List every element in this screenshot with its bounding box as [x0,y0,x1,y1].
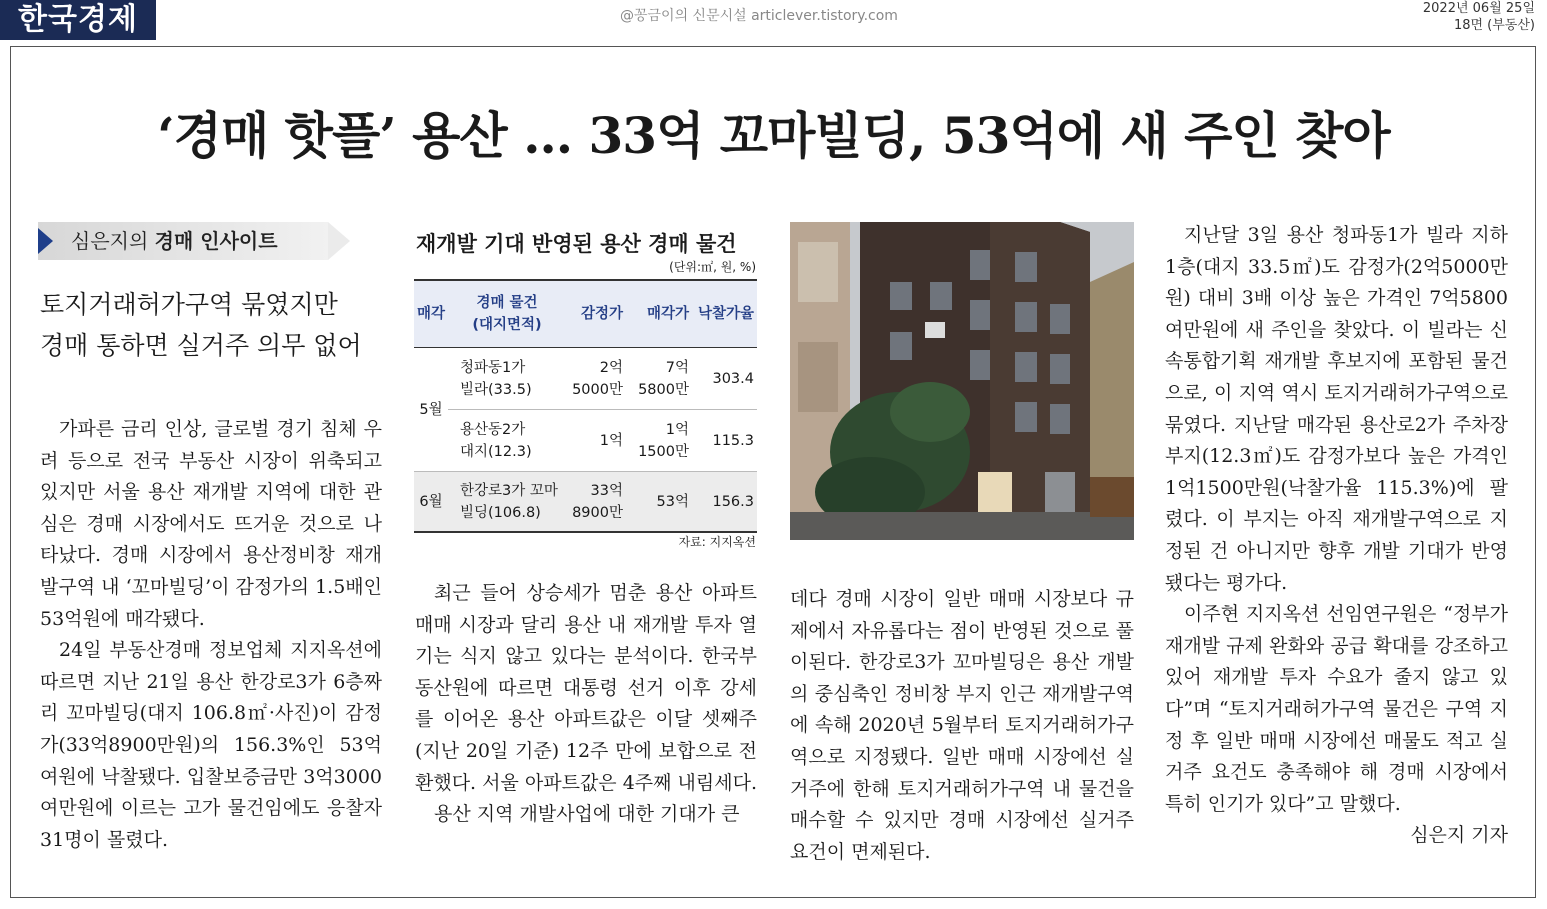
newspaper-masthead: 한국경제 [0,0,156,40]
cell-appraisal [566,410,626,472]
cell-ratio: 156.3 [692,472,757,533]
paragraph [1165,599,1508,847]
cell-month: 5월 [414,348,448,472]
infobox-source: 자료: 지지옥션 [678,535,756,549]
cell-ratio: 303.4 [692,348,757,410]
banner-tip [328,222,350,260]
cell-item-area: 대지(12.3) [460,443,532,460]
header-sale: 매각가 [626,280,692,348]
cell-appraisal-line1: 1억 [599,432,623,449]
body-column-2 [415,578,757,831]
paragraph: 최근 들어 상승세가 멈춘 용산 아파트 매매 시장과 달리 용산 내 재개발 투자 열기는 식지 않고 있다는 분석이다. 한국부동산원에 따르면 대통령 선거 이후 강세를 이어온 용산 아파트값은 이달 셋째주(지난 20일 기준) 12주 만에 보합으로 전환했다. 서울 아파트값은 4주째 내림세다. [415,582,757,794]
header-appraisal: 감정가 [566,280,626,348]
paragraph: 용산 지역 개발사업에 대한 기대가 큰 [434,803,740,826]
issue-date: 2022년 06월 25일 [1422,1,1535,16]
cell-appraisal-line2: 8900만 [572,504,623,521]
subheadline-line1: 토지거래허가구역 묶였지만 [40,290,338,319]
infobox-title: 재개발 기대 반영된 용산 경매 물건 [416,232,737,256]
cell-appraisal-line2: 5000만 [572,381,623,398]
cell-appraisal [566,348,626,410]
byline: 심은지 기자 [1410,824,1508,847]
cell-appraisal [566,472,626,533]
subheadline [40,284,380,366]
table-header-row [414,280,757,348]
cell-sale-line2: 1500만 [638,443,689,460]
cell-item-name: 청파동1가 [460,359,526,376]
header-item-name: 경매 물건 [476,295,538,311]
cell-appraisal-line1: 2억 [599,359,623,376]
body-column-4 [1165,220,1508,852]
body-column-1 [40,414,382,856]
infobox-unit: (단위:㎡, 원, %) [669,260,756,274]
paragraph: 지난달 3일 용산 청파동1가 빌라 지하 1층(대지 33.5㎡)도 감정가(2억5000만원) 대비 3배 이상 높은 가격인 7억5800여만원에 새 주인을 찾았다. 이 빌라는 신속통합기획 재개발 후보지에 포함된 물건으로, 이 지역 역시 토지거래허가구역으로 묶였다. 지난달 매각된 용산로2가 주차장 부지(12.3㎡)도 감정가보다 높은 가격인 1억1500만원(낙찰가율 115.3%)에 팔렸다. 이 부지는 아직 재개발구역으로 지정된 건 아니지만 향후 개발 기대가 반영됐다는 평가다. [1165,224,1508,594]
cell-item-area: 빌라(33.5) [460,381,532,398]
header-item-area: (대지면적) [472,317,542,333]
subheadline-line2: 경매 통하면 실거주 의무 없어 [40,331,362,360]
paragraph: 가파른 금리 인상, 글로벌 경기 침체 우려 등으로 전국 부동산 시장이 위축되고 있지만 서울 용산 재개발 지역에 대한 관심은 경매 시장에서도 뜨거운 것으로 나타났다. 경매 시장에서 용산정비창 재개발구역 내 ‘꼬마빌딩’이 감정가의 1.5배인 53억원에 매각됐다. [40,418,382,630]
column-banner [38,222,352,260]
body-column-3 [790,584,1134,868]
table-row [414,410,757,472]
cell-month: 6월 [414,472,448,533]
paragraph: 24일 부동산경매 정보업체 지지옥션에 따르면 지난 21일 용산 한강로3가 6층짜리 꼬마빌딩(대지 106.8㎡·사진)이 감정가(33억8900만원)의 156.3%인 53억여원에 낙찰됐다. 입찰보증금만 3억3000여만원에 이르는 고가 물건임에도 응찰자 31명이 몰렸다. [40,639,382,851]
banner-title: 경매 인사이트 [154,229,278,253]
cell-item [448,348,566,410]
cell-item [448,410,566,472]
headline: ‘경매 핫플’ 용산 … 33억 꼬마빌딩, 53억에 새 주인 찾아 [157,106,1390,165]
header-ratio: 낙찰가율 [692,280,757,348]
page-section: 18면 (부동산) [1453,18,1535,33]
watermark: @꽁금이의 신문시설 articlever.tistory.com [620,8,898,24]
cell-sale-line1: 53억 [656,493,689,510]
cell-sale-line1: 1억 [665,421,689,438]
building-photo [790,222,1134,540]
paragraph-text: 이주현 지지옥션 선임연구원은 “정부가 재개발 규제 완화와 공급 확대를 강조하고 있어 재개발 투자 수요가 줄지 않고 있다”며 “토지거래허가구역 물건은 구역 지정 후 일반 매매 시장에선 매물도 적고 실거주 요건도 충족해야 해 경매 시장에서 특히 인기가 있다”고 말했다. [1165,603,1508,815]
banner-author: 심은지의 [71,229,149,253]
cell-ratio: 115.3 [692,410,757,472]
paragraph: 데다 경매 시장이 일반 매매 시장보다 규제에서 자유롭다는 점이 반영된 것으로 풀이된다. 한강로3가 꼬마빌딩은 용산 개발의 중심축인 정비창 부지 인근 재개발구역에 속해 2020년 5월부터 토지거래허가구역으로 지정됐다. 일반 매매 시장에선 실거주에 한해 토지거래허가구역 내 물건을 매수할 수 있지만 경매 시장에선 실거주 요건이 면제된다. [790,588,1134,863]
table-row [414,348,757,410]
auction-table [414,279,757,533]
table-row-highlighted [414,472,757,533]
cell-item-area: 빌딩(106.8) [460,504,541,521]
cell-item-name: 용산동2가 [460,421,526,438]
cell-sale-line1: 7억 [665,359,689,376]
cell-item-name: 한강로3가 꼬마 [460,482,558,499]
cell-sale [626,472,692,533]
cell-sale [626,348,692,410]
header-item [448,280,566,348]
banner-text [71,222,278,260]
date-info [1423,0,1535,34]
cell-item [448,472,566,533]
header-month: 매각 [414,280,448,348]
cell-sale-line2: 5800만 [638,381,689,398]
cell-appraisal-line1: 33억 [590,482,623,499]
banner-arrow-icon [38,228,53,254]
cell-sale [626,410,692,472]
